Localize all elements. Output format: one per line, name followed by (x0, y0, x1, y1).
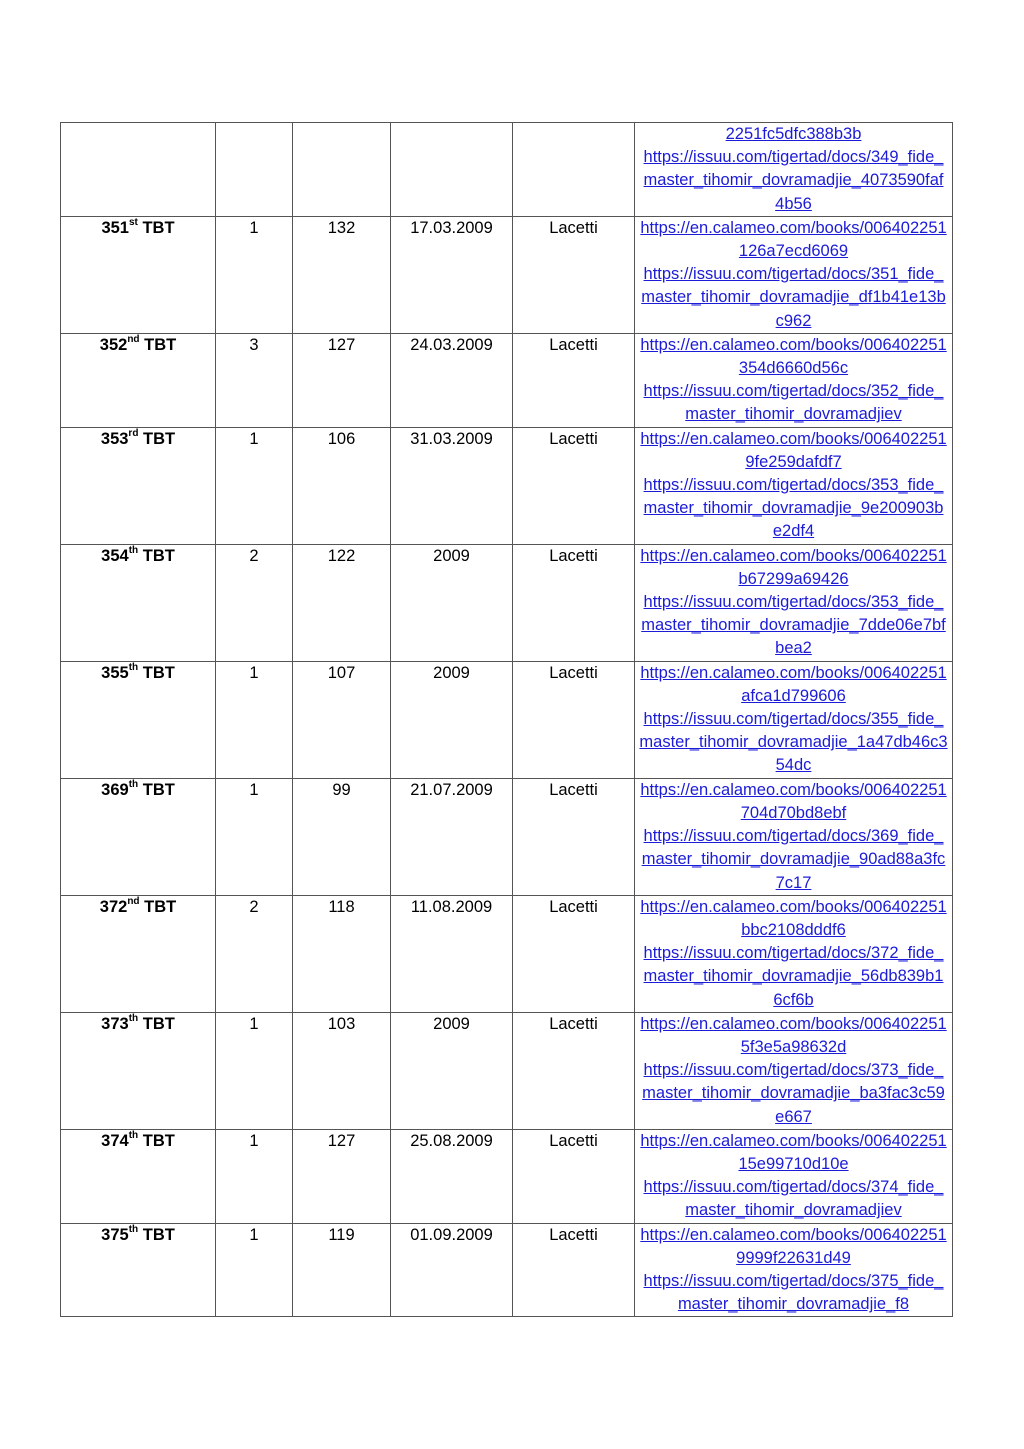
event-cell (61, 661, 216, 778)
date-cell: 17.03.2009 (391, 216, 513, 333)
issuu-link[interactable]: https://issuu.com/tigertad/docs/372_fide_master_tihomir_dovramadjie_56db839b16cf6b (643, 944, 944, 1009)
event-type: TBT (138, 780, 175, 799)
points-cell: 107 (293, 661, 391, 778)
links-cell (635, 661, 953, 778)
venue-cell: Lacetti (513, 333, 635, 427)
links-cell (635, 778, 953, 895)
calameo-link[interactable]: https://en.calameo.com/books/006402251126a7ecd6069 (640, 218, 947, 261)
links-cell (635, 123, 953, 217)
calameo-link[interactable]: https://en.calameo.com/books/0064022519fe259dafdf7 (640, 429, 947, 471)
issuu-link[interactable]: https://issuu.com/tigertad/docs/351_fide_master_tihomir_dovramadjie_df1b41e13bc962 (641, 265, 946, 330)
points-cell: 118 (293, 895, 391, 1012)
date-cell: 25.08.2009 (391, 1129, 513, 1223)
links-cell (635, 1129, 953, 1223)
issuu-link[interactable]: https://issuu.com/tigertad/docs/353_fide_master_tihomir_dovramadjie_9e200903be2df4 (643, 476, 944, 541)
issuu-link[interactable]: https://issuu.com/tigertad/docs/349_fide_master_tihomir_dovramadjie_4073590faf4b56 (643, 148, 944, 213)
event-number: 353 (100, 429, 129, 448)
table-row (61, 427, 953, 544)
games-cell: 1 (216, 1129, 293, 1223)
links-cell (635, 333, 953, 427)
links-cell (635, 216, 953, 333)
table-row (61, 1012, 953, 1129)
event-ordinal-suffix: nd (127, 896, 140, 908)
venue-cell: Lacetti (513, 661, 635, 778)
event-type: TBT (138, 546, 175, 565)
event-type: TBT (138, 663, 175, 682)
event-ordinal-suffix: th (128, 545, 139, 557)
issuu-link[interactable]: https://issuu.com/tigertad/docs/375_fide_master_tihomir_dovramadjie_f8 (643, 1271, 944, 1314)
event-number: 355 (101, 663, 129, 682)
date-cell: 11.08.2009 (391, 895, 513, 1012)
tournament-table (60, 122, 953, 1317)
table-row (61, 123, 953, 217)
event-cell (61, 123, 216, 217)
event-type: TBT (139, 897, 177, 916)
games-cell: 2 (216, 895, 293, 1012)
table-row (61, 895, 953, 1012)
points-cell: 99 (293, 778, 391, 895)
points-cell: 127 (293, 333, 391, 427)
games-cell: 3 (216, 333, 293, 427)
issuu-link[interactable]: https://issuu.com/tigertad/docs/353_fide_master_tihomir_dovramadjie_7dde06e7bfbea2 (641, 593, 946, 658)
event-type: TBT (138, 1131, 175, 1150)
calameo-link[interactable]: https://en.calameo.com/books/0064022515f3e5a98632d (640, 1014, 947, 1056)
event-number: 352 (99, 335, 128, 354)
event-type: TBT (138, 1014, 175, 1033)
table-row (61, 1223, 953, 1317)
games-cell: 1 (216, 778, 293, 895)
calameo-link[interactable]: https://en.calameo.com/books/0064022519999f22631d49 (640, 1225, 947, 1267)
points-cell: 132 (293, 216, 391, 333)
issuu-link[interactable]: https://issuu.com/tigertad/docs/373_fide_master_tihomir_dovramadjie_ba3fac3c59e667 (642, 1061, 945, 1126)
event-type: TBT (139, 335, 177, 354)
venue-cell: Lacetti (513, 544, 635, 661)
date-cell: 2009 (391, 544, 513, 661)
games-cell (216, 123, 293, 217)
table-row (61, 661, 953, 778)
event-number: 351 (101, 218, 129, 237)
date-cell: 2009 (391, 1012, 513, 1129)
games-cell: 1 (216, 427, 293, 544)
event-ordinal-suffix: th (128, 662, 139, 674)
calameo-link[interactable]: https://en.calameo.com/books/006402251afca1d799606 (640, 663, 947, 705)
date-cell: 24.03.2009 (391, 333, 513, 427)
table-row (61, 1129, 953, 1223)
event-number: 369 (101, 780, 129, 799)
event-type: TBT (138, 1225, 175, 1244)
event-ordinal-suffix: st (128, 217, 138, 229)
table-row (61, 544, 953, 661)
venue-cell: Lacetti (513, 895, 635, 1012)
links-cell (635, 544, 953, 661)
points-cell: 106 (293, 427, 391, 544)
event-type: TBT (137, 218, 175, 237)
event-cell (61, 333, 216, 427)
calameo-link[interactable]: https://en.calameo.com/books/006402251b67299a69426 (640, 546, 947, 588)
calameo-link[interactable]: https://en.calameo.com/books/006402251354d6660d56c (640, 335, 947, 378)
link-continuation[interactable]: 2251fc5dfc388b3b (725, 125, 862, 143)
points-cell: 127 (293, 1129, 391, 1223)
event-ordinal-suffix: th (128, 779, 139, 791)
event-cell (61, 895, 216, 1012)
event-ordinal-suffix: nd (127, 334, 140, 346)
issuu-link[interactable]: https://issuu.com/tigertad/docs/352_fide_master_tihomir_dovramadjiev (643, 382, 944, 424)
date-cell: 31.03.2009 (391, 427, 513, 544)
points-cell: 103 (293, 1012, 391, 1129)
event-ordinal-suffix: th (128, 1013, 139, 1025)
venue-cell (513, 123, 635, 217)
event-cell (61, 778, 216, 895)
event-ordinal-suffix: th (128, 1224, 139, 1236)
event-number: 373 (101, 1014, 129, 1033)
date-cell: 01.09.2009 (391, 1223, 513, 1317)
issuu-link[interactable]: https://issuu.com/tigertad/docs/369_fide_master_tihomir_dovramadjie_90ad88a3fc7c17 (641, 827, 946, 892)
event-number: 372 (99, 897, 128, 916)
venue-cell: Lacetti (513, 1223, 635, 1317)
issuu-link[interactable]: https://issuu.com/tigertad/docs/355_fide_master_tihomir_dovramadjie_1a47db46c354dc (639, 710, 948, 775)
games-cell: 1 (216, 1223, 293, 1317)
calameo-link[interactable]: https://en.calameo.com/books/00640225115e99710d10e (640, 1131, 947, 1173)
points-cell: 122 (293, 544, 391, 661)
event-number: 374 (101, 1131, 129, 1150)
links-cell (635, 895, 953, 1012)
tournament-table-body (61, 123, 953, 1317)
games-cell: 2 (216, 544, 293, 661)
issuu-link[interactable]: https://issuu.com/tigertad/docs/374_fide_master_tihomir_dovramadjiev (643, 1178, 944, 1220)
links-cell (635, 1012, 953, 1129)
event-cell (61, 216, 216, 333)
table-row (61, 333, 953, 427)
table-row (61, 778, 953, 895)
event-cell (61, 1012, 216, 1129)
date-cell: 21.07.2009 (391, 778, 513, 895)
event-ordinal-suffix: th (128, 1130, 139, 1142)
event-number: 354 (101, 546, 129, 565)
venue-cell: Lacetti (513, 778, 635, 895)
table-row (61, 216, 953, 333)
calameo-link[interactable]: https://en.calameo.com/books/006402251bbc2108dddf6 (640, 897, 947, 939)
links-cell (635, 427, 953, 544)
games-cell: 1 (216, 1012, 293, 1129)
event-cell (61, 544, 216, 661)
games-cell: 1 (216, 216, 293, 333)
event-number: 375 (101, 1225, 129, 1244)
links-cell (635, 1223, 953, 1317)
event-cell (61, 1129, 216, 1223)
venue-cell: Lacetti (513, 427, 635, 544)
venue-cell: Lacetti (513, 1012, 635, 1129)
venue-cell: Lacetti (513, 1129, 635, 1223)
event-cell (61, 1223, 216, 1317)
event-type: TBT (138, 429, 176, 448)
event-ordinal-suffix: rd (128, 428, 139, 440)
date-cell (391, 123, 513, 217)
games-cell: 1 (216, 661, 293, 778)
venue-cell: Lacetti (513, 216, 635, 333)
points-cell: 119 (293, 1223, 391, 1317)
event-cell (61, 427, 216, 544)
date-cell: 2009 (391, 661, 513, 778)
calameo-link[interactable]: https://en.calameo.com/books/006402251704d70bd8ebf (640, 780, 947, 822)
points-cell (293, 123, 391, 217)
